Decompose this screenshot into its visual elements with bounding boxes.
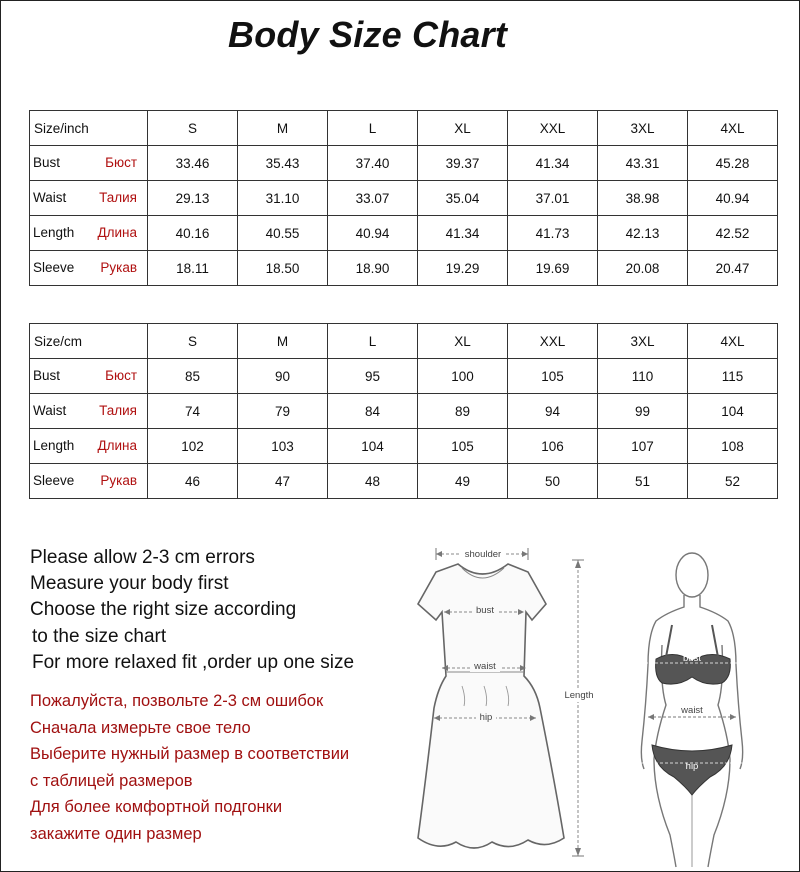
row-label-cell bbox=[30, 464, 148, 499]
table-cell: 38.98 bbox=[598, 181, 688, 216]
row-label-cell bbox=[30, 216, 148, 251]
table-cell: 115 bbox=[688, 359, 778, 394]
row-label-russian: Длина bbox=[97, 438, 137, 454]
body-label-waist: waist bbox=[681, 705, 703, 716]
size-header-cell: 4XL bbox=[688, 111, 778, 146]
table-cell: 104 bbox=[328, 429, 418, 464]
table-cell: 85 bbox=[148, 359, 238, 394]
note-line-ru: Для более комфортной подгонки bbox=[30, 798, 283, 816]
table-cell: 108 bbox=[688, 429, 778, 464]
table-cell: 99 bbox=[598, 394, 688, 429]
table-row bbox=[30, 181, 778, 216]
row-label-english: Bust bbox=[33, 155, 61, 171]
table-cell: 33.46 bbox=[148, 146, 238, 181]
row-label-english: Waist bbox=[33, 403, 67, 419]
row-label-cell bbox=[30, 146, 148, 181]
row-label-russian: Длина bbox=[97, 225, 137, 241]
size-header-cell: XL bbox=[418, 111, 508, 146]
table-row bbox=[30, 394, 778, 429]
size-header-cell: 3XL bbox=[598, 324, 688, 359]
note-line: For more relaxed fit ,order up one size bbox=[32, 651, 355, 673]
table-row bbox=[30, 464, 778, 499]
size-header-cell: 3XL bbox=[598, 111, 688, 146]
note-line-ru: Пожалуйста, позвольте 2-3 см ошибок bbox=[30, 692, 324, 710]
dress-label-bust: bust bbox=[476, 605, 494, 616]
table-cell: 52 bbox=[688, 464, 778, 499]
row-label-cell bbox=[30, 251, 148, 286]
row-label-cell bbox=[30, 394, 148, 429]
row-label-english: Length bbox=[33, 225, 75, 241]
dress-label-shoulder: shoulder bbox=[464, 549, 502, 560]
table-row bbox=[30, 146, 778, 181]
table-cell: 105 bbox=[418, 429, 508, 464]
size-header-cell: L bbox=[328, 324, 418, 359]
table-cell: 48 bbox=[328, 464, 418, 499]
table-header-label: Size/inch bbox=[30, 111, 148, 146]
row-label-english: Waist bbox=[33, 190, 67, 206]
size-table-cm-body bbox=[30, 324, 778, 499]
dress-label-length: Length bbox=[564, 690, 594, 701]
row-label-cell bbox=[30, 181, 148, 216]
notes-russian bbox=[30, 688, 349, 847]
table-cell: 102 bbox=[148, 429, 238, 464]
dress-measurement-figure bbox=[396, 538, 606, 868]
table-row bbox=[30, 359, 778, 394]
size-table-inch-body bbox=[30, 111, 778, 286]
row-label-cell bbox=[30, 429, 148, 464]
table-cell: 42.52 bbox=[688, 216, 778, 251]
table-row bbox=[30, 429, 778, 464]
table-cell: 41.34 bbox=[418, 216, 508, 251]
table-header-label: Size/cm bbox=[30, 324, 148, 359]
table-row bbox=[30, 216, 778, 251]
dress-label-waist: waist bbox=[474, 661, 496, 672]
table-cell: 74 bbox=[148, 394, 238, 429]
row-label-english: Bust bbox=[33, 368, 61, 384]
table-cell: 49 bbox=[418, 464, 508, 499]
table-cell: 46 bbox=[148, 464, 238, 499]
table-cell: 41.34 bbox=[508, 146, 598, 181]
table-cell: 106 bbox=[508, 429, 598, 464]
row-label-english: Sleeve bbox=[33, 260, 75, 276]
table-cell: 18.11 bbox=[148, 251, 238, 286]
note-line: Please allow 2-3 cm errors bbox=[30, 547, 255, 568]
row-label-english: Length bbox=[33, 438, 75, 454]
dress-label-hip: hip bbox=[479, 712, 493, 723]
table-cell: 90 bbox=[238, 359, 328, 394]
body-label-bust: bust bbox=[683, 653, 701, 664]
table-cell: 35.43 bbox=[238, 146, 328, 181]
table-cell: 41.73 bbox=[508, 216, 598, 251]
row-label-russian: Талия bbox=[99, 190, 137, 206]
note-line: Measure your body first bbox=[30, 573, 229, 595]
table-cell: 43.31 bbox=[598, 146, 688, 181]
note-line-ru: Сначала измерьте свое тело bbox=[30, 718, 251, 737]
table-cell: 20.08 bbox=[598, 251, 688, 286]
table-cell: 84 bbox=[328, 394, 418, 429]
body-label-hip: hip bbox=[685, 761, 699, 772]
table-cell: 39.37 bbox=[418, 146, 508, 181]
size-table-inch bbox=[29, 110, 778, 286]
page-title: Body Size Chart bbox=[228, 14, 508, 55]
note-line-ru: с таблицей размеров bbox=[30, 771, 193, 790]
row-label-english: Sleeve bbox=[33, 473, 75, 489]
table-row bbox=[30, 251, 778, 286]
table-cell: 19.29 bbox=[418, 251, 508, 286]
size-header-cell: S bbox=[148, 324, 238, 359]
row-label-russian: Талия bbox=[99, 403, 137, 419]
row-label-russian: Рукав bbox=[100, 473, 137, 489]
notes-english bbox=[30, 545, 354, 676]
row-label-russian: Бюст bbox=[105, 368, 137, 384]
table-cell: 110 bbox=[598, 359, 688, 394]
body-head bbox=[676, 553, 708, 597]
body-measurement-figure bbox=[626, 545, 776, 870]
size-header-cell: L bbox=[328, 111, 418, 146]
table-cell: 103 bbox=[238, 429, 328, 464]
table-cell: 40.55 bbox=[238, 216, 328, 251]
table-cell: 40.94 bbox=[688, 181, 778, 216]
table-header-row bbox=[30, 111, 778, 146]
table-cell: 50 bbox=[508, 464, 598, 499]
size-header-cell: 4XL bbox=[688, 324, 778, 359]
size-header-cell: XXL bbox=[508, 111, 598, 146]
table-cell: 40.16 bbox=[148, 216, 238, 251]
size-table-cm bbox=[29, 323, 778, 499]
table-cell: 18.90 bbox=[328, 251, 418, 286]
size-header-cell: M bbox=[238, 111, 328, 146]
row-label-cell bbox=[30, 359, 148, 394]
table-cell: 37.40 bbox=[328, 146, 418, 181]
note-line: to the size chart bbox=[32, 625, 167, 647]
table-cell: 31.10 bbox=[238, 181, 328, 216]
table-cell: 45.28 bbox=[688, 146, 778, 181]
table-cell: 40.94 bbox=[328, 216, 418, 251]
row-label-russian: Рукав bbox=[100, 260, 137, 276]
table-cell: 42.13 bbox=[598, 216, 688, 251]
row-label-russian: Бюст bbox=[105, 155, 137, 171]
table-header-row bbox=[30, 324, 778, 359]
table-cell: 29.13 bbox=[148, 181, 238, 216]
table-cell: 33.07 bbox=[328, 181, 418, 216]
table-cell: 95 bbox=[328, 359, 418, 394]
table-cell: 104 bbox=[688, 394, 778, 429]
size-header-cell: XXL bbox=[508, 324, 598, 359]
size-header-cell: M bbox=[238, 324, 328, 359]
table-cell: 37.01 bbox=[508, 181, 598, 216]
table-cell: 79 bbox=[238, 394, 328, 429]
table-cell: 89 bbox=[418, 394, 508, 429]
note-line-ru: закажите один размер bbox=[30, 824, 202, 843]
table-cell: 94 bbox=[508, 394, 598, 429]
table-cell: 51 bbox=[598, 464, 688, 499]
size-header-cell: S bbox=[148, 111, 238, 146]
table-cell: 105 bbox=[508, 359, 598, 394]
note-line-ru: Выберите нужный размер в соответствии bbox=[30, 745, 350, 763]
table-cell: 107 bbox=[598, 429, 688, 464]
table-cell: 18.50 bbox=[238, 251, 328, 286]
table-cell: 19.69 bbox=[508, 251, 598, 286]
table-cell: 100 bbox=[418, 359, 508, 394]
table-cell: 35.04 bbox=[418, 181, 508, 216]
size-header-cell: XL bbox=[418, 324, 508, 359]
table-cell: 20.47 bbox=[688, 251, 778, 286]
note-line: Choose the right size according bbox=[30, 599, 297, 621]
table-cell: 47 bbox=[238, 464, 328, 499]
